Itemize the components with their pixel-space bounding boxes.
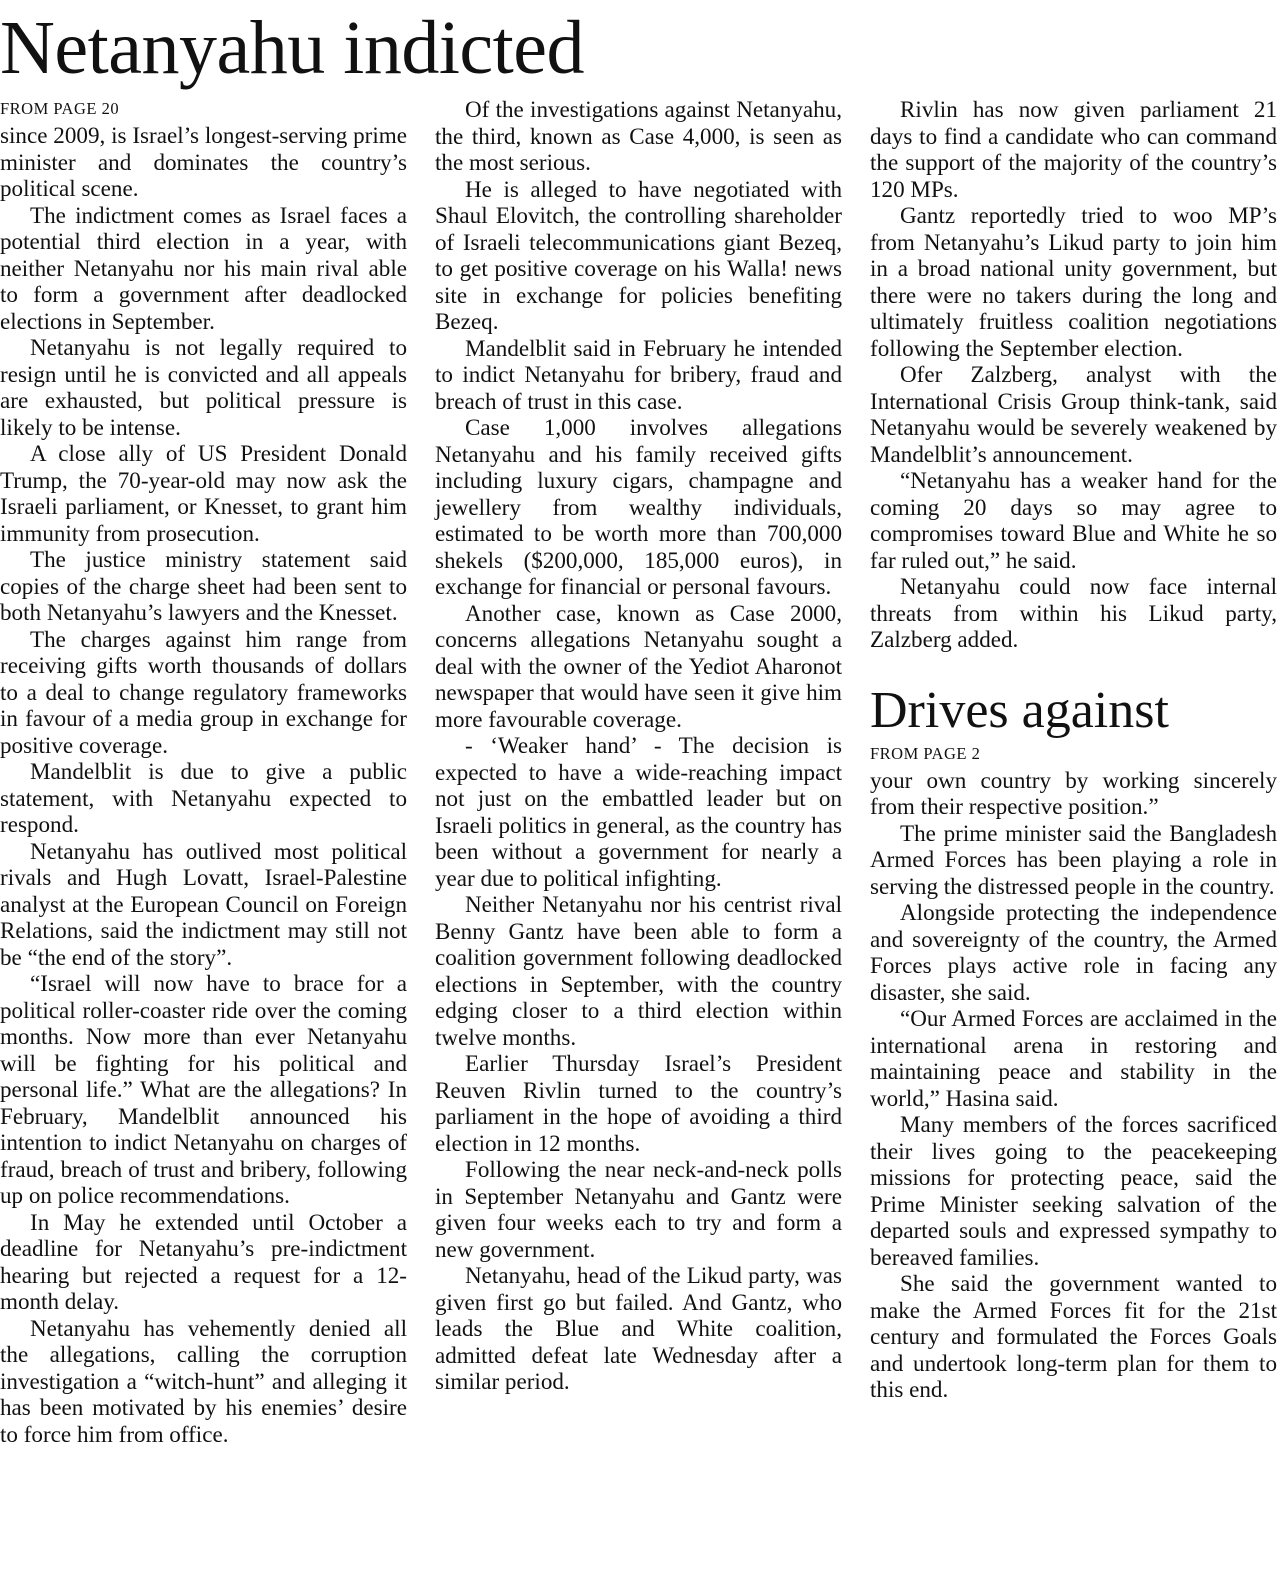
paragraph: Alongside protecting the independence and sovereignty of the country, the Armed Forces plays active role in facing any disaster, she said.	[870, 899, 1277, 1005]
paragraph: Mandelblit is due to give a public statement, with Netanyahu expected to respond.	[0, 758, 407, 837]
article1-column-3	[870, 96, 1277, 1403]
paragraph: A close ally of US President Donald Trump, the 70-year-old may now ask the Israeli parliament, or Knesset, to grant him immunity from prosecution.	[0, 440, 407, 546]
paragraph: Netanyahu could now face internal threats from within his Likud party, Zalzberg added.	[870, 573, 1277, 652]
paragraph: Netanyahu is not legally required to resign until he is convicted and all appeals are exhausted, but political pressure is likely to be intense.	[0, 334, 407, 440]
paragraph: your own country by working sincerely from their respective position.”	[870, 766, 1277, 819]
paragraph: Earlier Thursday Israel’s President Reuven Rivlin turned to the country’s parliament in the hope of avoiding a third election in 12 months.	[435, 1050, 842, 1156]
paragraph: - ‘Weaker hand’ - The decision is expected to have a wide-reaching impact not just on the embattled leader but on Israeli politics in general, as the country has been without a government for nearly a year due to political infighting.	[435, 732, 842, 891]
headline-drives-against: Drives against	[870, 681, 1169, 739]
paragraph: The indictment comes as Israel faces a potential third election in a year, with neither Netanyahu nor his main rival able to form a government after deadlocked elections in September.	[0, 201, 407, 334]
paragraph: Rivlin has now given parliament 21 days to find a candidate who can command the support of the majority of the country’s 120 MPs.	[870, 96, 1277, 202]
paragraph: Case 1,000 involves allegations Netanyahu and his family received gifts including luxury cigars, champagne and jewellery from wealthy individuals, estimated to be worth more than 700,000 shekels ($200,000, 185,000 euros), in exchange for financial or personal favours.	[435, 414, 842, 599]
paragraph: The prime minister said the Bangladesh Armed Forces has been playing a role in serving the distressed people in the country.	[870, 819, 1277, 899]
paragraph: He is alleged to have negotiated with Shaul Elovitch, the controlling shareholder of Israeli telecommunications giant Bezeq, to get positive coverage on his Walla! news site in exchange for policies benefiting Bezeq.	[435, 175, 842, 334]
paragraph: Another case, known as Case 2000, concerns allegations Netanyahu sought a deal with the owner of the Yediot Aharonot newspaper that would have seen it give him more favourable coverage.	[435, 599, 842, 732]
paragraph: Netanyahu has vehemently denied all the allegations, calling the corruption investigation a “witch-hunt” and alleging it has been motivated by his enemies’ desire to force him from office.	[0, 1314, 407, 1447]
paragraph: In May he extended until October a deadline for Netanyahu’s pre-indictment hearing but rejected a request for a 12-month delay.	[0, 1208, 407, 1314]
paragraph: “Israel will now have to brace for a political roller-coaster ride over the coming months. Now more than ever Netanyahu will be fighting for his political and personal life.” What are the allegations? In February, Mandelblit announced his intention to indict Netanyahu on charges of fraud, breach of trust and bribery, following up on police recommendations.	[0, 970, 407, 1208]
paragraph: Netanyahu has outlived most political rivals and Hugh Lovatt, Israel-Palestine analyst at the European Council on Foreign Relations, said the indictment may still not be “the end of the story”.	[0, 837, 407, 970]
from-page-label: FROM PAGE 20	[0, 99, 120, 118]
paragraph: Gantz reportedly tried to woo MP’s from Netanyahu’s Likud party to join him in a broad national unity government, but there were no takers during the long and ultimately fruitless coalition negotiations following the September election.	[870, 202, 1277, 361]
paragraph: The charges against him range from receiving gifts worth thousands of dollars to a deal to change regulatory frameworks in favour of a media group in exchange for positive coverage.	[0, 625, 407, 758]
paragraph: Many members of the forces sacrificed their lives going to the peacekeeping missions for protecting peace, said the Prime Minister seeking salvation of the departed souls and expressed sympathy to bereaved families.	[870, 1111, 1277, 1270]
paragraph: She said the government wanted to make the Armed Forces fit for the 21st century and formulated the Forces Goals and undertook long-term plan for them to this end.	[870, 1270, 1277, 1402]
paragraph: “Netanyahu has a weaker hand for the coming 20 days so may agree to compromises toward Blue and White he so far ruled out,” he said.	[870, 467, 1277, 573]
paragraph: Netanyahu, head of the Likud party, was given first go but failed. And Gantz, who leads the Blue and White coalition, admitted defeat late Wednesday after a similar period.	[435, 1262, 842, 1394]
paragraph: since 2009, is Israel’s longest-serving prime minister and dominates the country’s political scene.	[0, 122, 407, 201]
paragraph: “Our Armed Forces are acclaimed in the international arena in restoring and maintaining peace and stability in the world,” Hasina said.	[870, 1005, 1277, 1111]
from-page-label: FROM PAGE 2	[870, 743, 981, 763]
paragraph: Following the near neck-and-neck polls in September Netanyahu and Gantz were given four weeks each to try and form a new government.	[435, 1156, 842, 1262]
article1-column-1	[0, 96, 407, 1447]
paragraph: Ofer Zalzberg, analyst with the International Crisis Group think-tank, said Netanyahu would be severely weakened by Mandelblit’s announcement.	[870, 361, 1277, 467]
paragraph: The justice ministry statement said copies of the charge sheet had been sent to both Netanyahu’s lawyers and the Knesset.	[0, 546, 407, 625]
paragraph: Of the investigations against Netanyahu, the third, known as Case 4,000, is seen as the most serious.	[435, 96, 842, 175]
article1-column-2	[435, 96, 842, 1395]
paragraph: Neither Netanyahu nor his centrist rival Benny Gantz have been able to form a coalition government following deadlocked elections in September, with the country edging closer to a third election within twelve months.	[435, 891, 842, 1050]
headline-netanyahu-indicted: Netanyahu indicted	[0, 6, 585, 90]
paragraph: Mandelblit said in February he intended to indict Netanyahu for bribery, fraud and breach of trust in this case.	[435, 334, 842, 414]
